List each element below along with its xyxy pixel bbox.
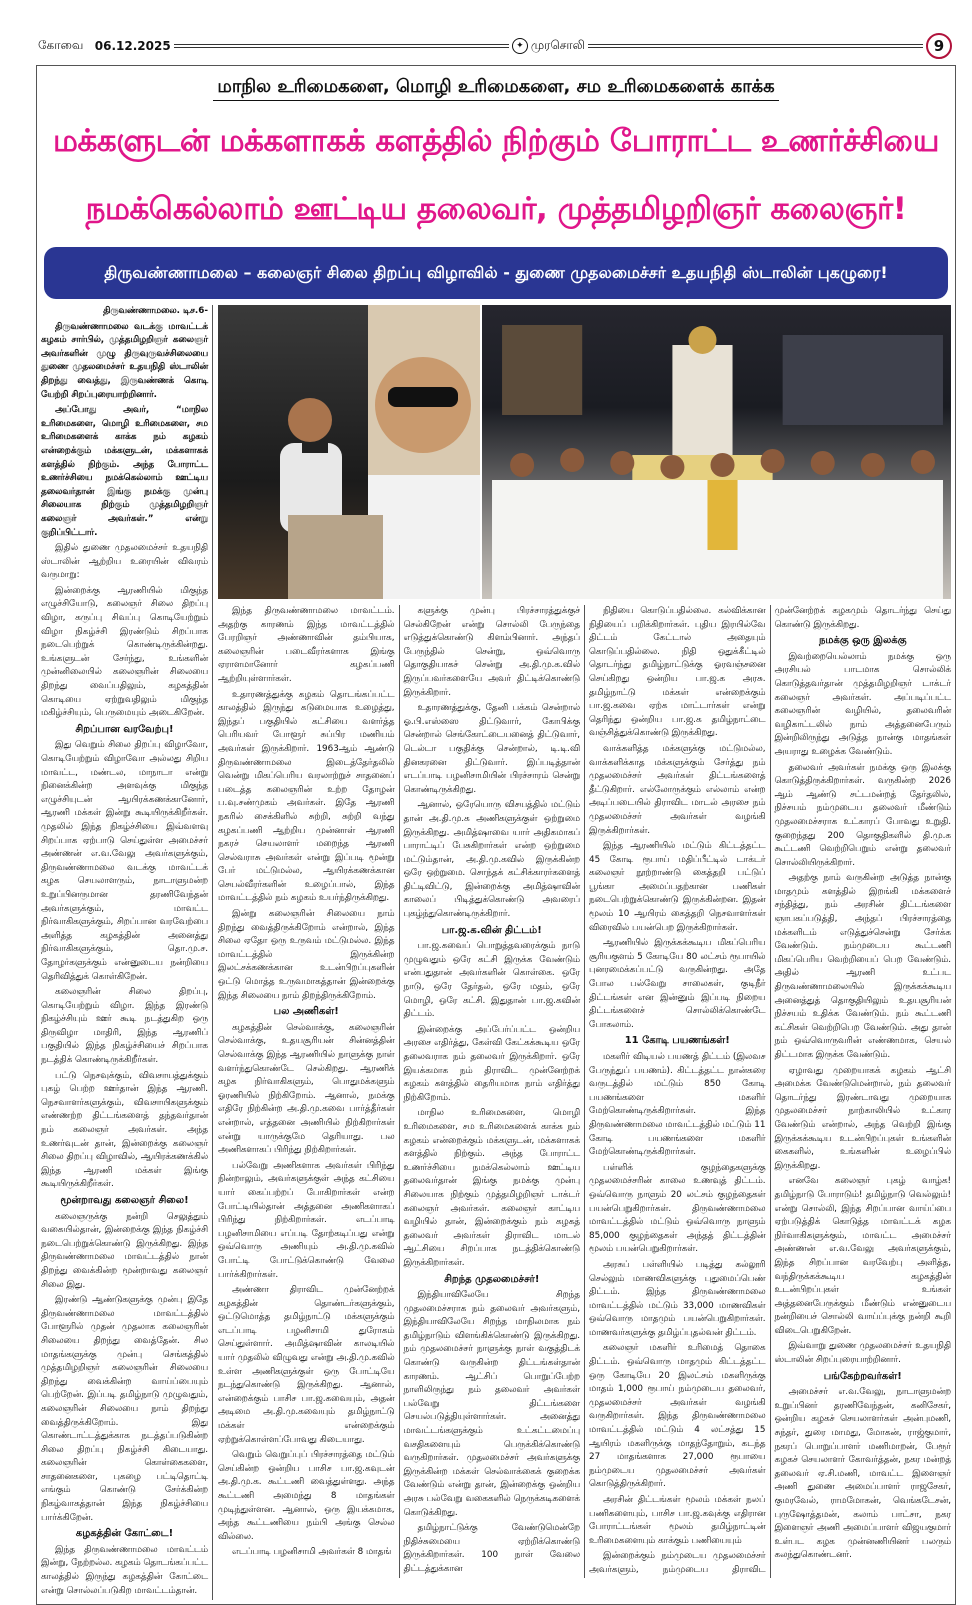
paragraph: தமிழ்நாட்டுக்கு வேண்டுமென்றே நிதிச்சுமையை ஏற்றிக்கொண்டு இருக்கிறார்கள். 100 நாள் வேலை திட்டத்துக்கான	[403, 1523, 580, 1574]
kicker: மாநில உரிமைகளை, மொழி உரிமைகளை, சம உரிமைகளைக் காக்க	[41, 72, 951, 107]
article-columns-2-5	[218, 605, 951, 1578]
paragraph: இந்த திருவண்ணாமலை மாவட்டம் இன்று, நேற்றல்ல. கழகம் தொடங்கப்பட்ட காலத்தில் இருந்து கழகத்தின் கோட்டை என்று சொல்லப்படுகிற மாவட்டம்தான்.	[41, 1544, 208, 1596]
paragraph: கழகத்தின் செல்வாக்கு, கலைஞரின் செல்வாக்கு, உதயசூரியன் சின்னத்தின் செல்வாக்கு இந்த ஆரணியில் நாளுக்கு நாள் வளர்ந்துகொண்டே செல்கிறது. ஆரணிக் கழக நிர்வாகிகளும், பொதுமக்களும் ஓரணியில் நிற்கிறோம். ஆனால், நமக்கு எதிரே நிற்கின்ற அ.தி.மு.கவை பார்த்தீர்கள் என்றால், எத்தனை அணியில் நிற்கிறார்கள் என்று யாருக்குமே தெரியாது. பல அணிகளாகப் பிரிந்து நிற்கிறார்கள்.	[218, 1022, 395, 1156]
paragraph: கலைஞருக்கு நன்றி செலுத்தும் வகையில்தான், இன்றைக்கு இந்த நிகழ்ச்சி நடைபெற்றுக்கொண்டு இருக்கிறது. இந்த திருவண்ணாமலை மாவட்டத்தில் நான் திறந்து வைக்கின்ற மூன்றாவது கலைஞர் சிலை இது.	[41, 1211, 208, 1290]
paragraph: இன்றைக்கு அப்பேர்ப்பட்ட ஒன்றிய அரசை எதிர்த்து, கேள்வி கேட்கக்கூடிய ஒரே தலைவராக நம் தலைவர் இருக்கிறார். ஒரே இயக்கமாக நம் திராவிட முன்னேற்றக் கழகம் களத்தில் தைரியமாக நாம் எதிர்த்து நிற்கிறோம்.	[403, 1024, 580, 1103]
paragraph: அரசுப் பள்ளியில் படித்து கல்லூரி செல்லும் மாணவிகளுக்கு புதுமைப்பெண் திட்டம். இந்த திருவண்ணாமலை மாவட்டத்தில் மட்டும் 33,000 மாணவிகள் ஒவ்வொரு மாதமும் பயன்பெறுகிறார்கள். மாணவர்களுக்கு தமிழ்ப்புதல்வன் திட்டம்.	[589, 1259, 766, 1338]
paragraph: இந்த ஆரணியில் மட்டும் கிட்டத்தட்ட 45 கோடி ரூபாய் மதிப்பீட்டில் டாக்டர் கலைஞர் நூற்றாண்டு கைத்தறி பட்டுப் பூங்கா அமைப்பதற்கான பணிகள் நடைபெற்றுக்கொண்டு இருக்கின்றன. இதன் மூலம் 10 ஆயிரம் கைத்தறி நெசவாளர்கள் விரைவில் பயன்பெற இருக்கிறார்கள்.	[589, 841, 766, 933]
paragraph: இன்றைக்கு ஆரணியில் மிகுந்த எழுச்சியோடு, கலைஞர் சிலை திறப்பு விழா, கருப்பு சிவப்பு கொடியேற்றும் விழா நிகழ்ச்சி இரண்டும் சிறப்பாக நடைபெற்றுக் கொண்டிருக்கின்றது. உங்களுடன் சேர்ந்து, உங்களின் முன்னிலையில் கலைஞரின் சிலையை திறந்து வைப்பதிலும், கழகத்தின் கொடியை ஏற்றுவதிலும் மிகுந்த மகிழ்ச்சியும், பெருமையும் அடைகிறேன்.	[41, 585, 208, 719]
paper-logo-icon: ✦	[512, 38, 528, 54]
paragraph: கலைஞர் மகளிர் உரிமைத் தொகை திட்டம். ஒவ்வொரு மாதமும் கிட்டத்தட்ட ஒரு கோடியே 20 இலட்சம் மகளிருக்கு மாதம் 1,000 ரூபாய் நம்முடைய தலைவர், முதலமைச்சர் அவர்கள் வழங்கி வருகிறார்கள். இந்த திருவண்ணாமலை மாவட்டத்தில் மட்டும் 4 லட்சத்து 15 ஆயிரம் மகளிருக்கு மாதந்தோறும், கடந்த 27 மாதங்களாக 27,000 ரூபாயை நம்முடைய முதலமைச்சர் அவர்கள் கொடுத்திருக்கிறார்.	[589, 1343, 766, 1490]
paragraph: இது வெறும் சிலை திறப்பு விழாவோ, கொடியேற்றும் விழாவோ அல்லது சிறிய மாவட்ட, மண்டல, மாநாடா என்று நினைக்கின்ற அளவுக்கு மிகுந்த எழுச்சியுடன் ஆயிரக்கணக்கானோர், ஆரணி மக்கள் இன்று கூடியிருக்கிறீர்கள். முதலில் இந்த நிகழ்ச்சியை இவ்வளவு சிறப்பாக ஏற்பாடு செய்துள்ள அமைச்சர் அண்ணன் எ.வ.வேலு அவர்களுக்கும், திருவண்ணாமலை வடக்கு மாவட்டக் கழக செயலாளரும், நாடாளுமன்ற உறுப்பினருமான தரணிவேந்தன் அவர்களுக்கும், மாவட்ட நிர்வாகிகளுக்கும், சிறப்பான வரவேற்பை அளித்த கழகத்தின் அனைத்து நிர்வாகிகளுக்கும், தொ.மு.ச. தோழர்களுக்கும் என்னுடைய நன்றியை தெரிவித்துக் கொள்கிறேன்.	[41, 740, 208, 982]
divider	[588, 44, 923, 48]
article-body	[41, 305, 951, 1600]
paragraph: மகளிர் விடியல் பயணத் திட்டம் (இலவச பேருந்துப் பயணம்). கிட்டத்தட்ட நான்கரை வருடத்தில் மட்டும் 850 கோடி பயணங்களை மகளிர் மேற்கொண்டிருக்கிறார்கள். இந்த திருவண்ணாமலை மாவட்டத்தில் மட்டும் 11 கோடி பயணங்களை மகளிர் மேற்கொண்டிருக்கிறார்கள்.	[589, 1052, 766, 1158]
date: 06.12.2025	[94, 39, 171, 53]
divider	[174, 44, 509, 48]
section-subheading: மூன்றாவது கலைஞர் சிலை!	[60, 1195, 189, 1206]
headline	[41, 107, 951, 243]
photo-speaker-at-podium	[218, 305, 480, 599]
section-subheading: கழகத்தின் கோட்டை!	[75, 1528, 174, 1540]
section-subheading: பா.ஜ.க.வின் திட்டம்!	[441, 924, 542, 936]
paragraph: அண்ணா திராவிட முன்னேற்றக் கழகத்தின் தொண்டர்களுக்கும், ஒட்டுமொத்த தமிழ்நாட்டு மக்களுக்கும் எடப்பாடி பழனிசாமி துரோகம் செய்துள்ளார். அமித்ஷாவின் காலடியில் யார் முதலில் விழுவது என்று அ.தி.மு.கவில் உள்ள அணிகளுக்குள் ஒரு போட்டியே நடந்துகொண்டு இருக்கிறது. ஆனால், என்றைக்கும் பாசிச பா.ஜ.கவையும், அதன் அடிமை அ.தி.மு.கவையும் தமிழ்நாட்டு மக்கள் என்றைக்கும் ஏற்றுக்கொள்ளப்போவது கிடையாது.	[218, 1285, 395, 1445]
paper-name: முரசொலி	[530, 38, 585, 52]
paragraph: பா.ஜ.கவைப் பொறுத்தவரைக்கும் நாடு முழுவதும் ஒரே கட்சி இருக்க வேண்டும் என்பதுதான் அவர்களின் கொள்கை. ஒரே நாடு, ஒரே தேர்தல், ஒரே மதம், ஒரே மொழி, ஒரே கட்சி. இதுதான் பா.ஜ.கவின் திட்டம்.	[403, 941, 580, 1020]
paragraph: பல்வேறு அணிகளாக அவர்கள் பிரிந்து நின்றாலும், அவர்களுக்குள் அந்த கட்சியை யார் கைப்பற்றப் போகிறார்கள் என்ற போட்டியில்தான் அத்தனை அணிகளாகப் பிரிந்து நிற்கிறார்கள். எடப்பாடி பழனிசாமியை எப்படி தோற்கடிப்பது என்று ஒவ்வொரு அணியும் அ.தி.மு.கவில் போட்டி போட்டுக்கொண்டு வேலை பார்க்கிறார்கள்.	[218, 1160, 395, 1280]
paragraph: அரசின் திட்டங்கள் மூலம் மக்கள் நலப் பணிகளையும், பாசிச பா.ஜ.கவுக்கு எதிரான போராட்டங்கள் மூலம் தமிழ்நாட்டின் உரிமைகளையும் காக்கும் பணியையும்	[589, 1495, 766, 1546]
paragraph: தலைவர் அவர்கள் நமக்கு ஒரு இலக்கு கொடுத்திருக்கிறார்கள். வருகின்ற 2026 ஆம் ஆண்டு சட்டமன்றத் தேர்தலில், நிச்சயம் நம்முடைய தலைவர் மீண்டும் முதலமைச்சராக உட்காரப் போவது உறுதி. குறைந்தது 200 தொகுதிகளில் தி.மு.க கூட்டணி வெற்றிபெறும் என்று தலைவர் சொல்லியிருக்கிறார்.	[774, 762, 951, 868]
paragraph: உதாரணத்துக்கு, தேனி பக்கம் சென்றால் ஓ.பி.எஸ்ஸை திட்டுவார், கோபிக்கு சென்றால் செங்கோட்டையனைத் திட்டுவார், டெல்டா பகுதிக்கு சென்றால், டி.டி.வி தினகரனை திட்டுவார். இப்படித்தான் எடப்பாடி பழனிசாமியின் பிரச்சாரம் சென்று கொண்டிருக்கிறது.	[403, 703, 580, 795]
subheadline-banner: திருவண்ணாமலை – கலைஞர் சிலை திறப்பு விழாவில் - துணை முதலமைச்சர் உதயநிதி ஸ்டாலின் புகழுரை!	[44, 247, 948, 299]
paragraph: பள்ளிக் குழந்தைகளுக்கு முதலமைச்சரின் காலை உணவுத் திட்டம். ஒவ்வொரு நாளும் 20 லட்சம் குழந்தைகள் பயன்பெறுகிறார்கள். திருவண்ணாமலை மாவட்டத்தில் மட்டும் ஒவ்வொரு நாளும் 85,000 குழந்தைகள் அந்தத் திட்டத்தின் மூலம் பயன்பெறுகிறார்கள்.	[589, 1162, 766, 1255]
paragraph: ஏழாவது முறையாகக் கழகம் ஆட்சி அமைக்க வேண்டுமென்றால், நம் தலைவர் தொடர்ந்து இரண்டாவது முறையாக முதலமைச்சர் நாற்காலியில் உட்கார வேண்டும் என்றால், அந்த வெற்றி இங்கு இருக்கக்கூடிய உடன்பிறப்புகள் உங்களின் கைகளில், உங்களின் உழைப்பில் இருக்கிறது.	[774, 1065, 951, 1171]
section-subheading: 11 கோடி பயணங்கள்!	[624, 1035, 730, 1047]
masthead	[38, 36, 952, 56]
paragraph: இவற்றையெல்லாம் நமக்கு ஒரு அரசியல் பாடமாக சொல்லிக் கொடுத்தவர்தான் முத்தமிழறிஞர் டாக்டர் கலைஞர் அவர்கள். அப்படிப்பட்ட கலைஞரின் வழியில், தலைவரின் வழிகாட்டலில் நாம் அத்தனைபேரும் இன்றிலிருந்து அடுத்த நான்கு மாதங்கள் அயராது உழைக்க வேண்டும்.	[774, 651, 951, 757]
paragraph: திருவண்ணாமலை வடக்கு மாவட்டக் கழகம் சார்பில், முத்தமிழறிஞர் கலைஞர் அவர்களின் முழு திருவுருவச்சிலையை துணை முதலமைச்சர் உதயநிதி ஸ்டாலின் திறந்து வைத்து, இருவண்ணக் கொடி யேற்றி சிறப்புரையாற்றினார்.	[41, 321, 208, 400]
paragraph: இன்று கலைஞரின் சிலையை நாம் திறந்து வைத்திருக்கிறோம் என்றால், இந்த சிலை ஏதோ ஒரு உருவம் மட்டுமல்ல. இந்த மாவட்டத்தில் இருக்கின்ற இலட்சக்கணக்கான உடன்பிறப்புகளின் ஒட்டு மொத்த உருவமாகத்தான் இன்றைக்கு இந்த சிலையை நாம் திறந்திருக்கிறோம்.	[218, 909, 395, 1001]
section-subheading: சிறப்பான வரவேற்பு!	[75, 723, 174, 735]
headline-line-2: நமக்கெல்லாம் ஊட்டிய தலைவர், முத்தமிழறிஞர் கலைஞர்!	[85, 191, 907, 227]
paragraph: மாநில உரிமைகளை, மொழி உரிமைகளை, சம உரிமைகளைக் காக்க நம் கழகம் என்றைக்கும் மக்களுடன், மக்களாகக் களத்தில் நிற்கும். அந்த போராட்ட உணர்ச்சியை நமக்கெல்லாம் ஊட்டிய தலைவர்தான் இங்கு நமக்கு முன்பு சிலையாக நிற்கும் முத்தமிழறிஞர் டாக்டர் கலைஞர் அவர்கள். கலைஞர் காட்டிய வழியில் தான், இன்றைக்கும் நம் கழகத் தலைவர் அவர்கள் திராவிட மாடல் ஆட்சியை சிறப்பாக நடத்திக்கொண்டு இருக்கிறார்கள்.	[403, 1108, 580, 1268]
page-number: 9	[926, 33, 952, 59]
paragraph: அமைச்சர் எ.வ.வேலு, நாடாளுமன்ற உறுப்பினர் தரணிவேந்தன், கனிசேகர், ஒன்றிய கழகச் செயலாளர்கள் அன்புமணி, சுந்தர், துரை மாமது, மோகன், ராஜ்குமார், நகரப் பொறுப்பாளர் மணிமாறன், பேரூர் கழகச் செயலாளர் கோவர்த்தன், நகர மன்றத் தலைவர் ஏ.சி.மணி, மாவட்ட இளைஞர் அணி துணை அமைப்பாளர் ராஜசேகர், குமரவேல், ராமமோகன், வெங்கடேசன், புருஷோத்தமன், கலாம் பாட்சா, நகர இளைஞர் அணி அமைப்பாளர் விஜயகுமார் உள்பட கழக முன்னணியினர் பலரும் கலந்துகொண்டனர்.	[774, 1387, 951, 1561]
paragraph: கலைஞரின் சிலை திறப்பு, கொடியேற்றும் விழா. இந்த இரண்டு நிகழ்ச்சியும் ஊர் கூடி நடத்துகிற ஒரு திருவிழா மாதிரி, இந்த ஆரணிப் பகுதியில் இந்த நிகழ்ச்சியைச் சிறப்பாக நடத்திக் கொண்டிருக்கிறீர்கள்.	[41, 987, 208, 1066]
paragraph: எனவே கலைஞர் புகழ் வாழ்க! தமிழ்நாடு போராடும்! தமிழ்நாடு வெல்லும்! என்று சொல்லி, இந்த சிறப்பான வாய்ப்பை ஏற்படுத்திக் கொடுத்த மாவட்டக் கழக நிர்வாகிகளுக்கும், மாவட்ட அமைச்சர் அண்ணன் எ.வ.வேலு அவர்களுக்கும், இந்த சிறப்பான வரவேற்பு அளித்த, வந்திருக்கக்கூடிய கழகத்தின் உடன்பிறப்புகள் உங்கள் அத்தனைபேருக்கும் மீண்டும் என்னுடைய நன்றியைச் சொல்லி வாய்ப்புக்கு நன்றி கூறி விடைபெறுகிறேன்.	[774, 1176, 951, 1336]
edition: கோவை	[38, 38, 84, 52]
paragraph: களுக்கு முன்பு பிரச்சாரத்துக்குச் செல்கிறேன் என்று சொல்லி பேருந்தை எடுத்துக்கொண்டு கிளம்பினார். அந்தப் பேருந்தில் சென்று, ஒவ்வொரு தொகுதியாகச் சென்று அ.தி.மு.க.வில் இருப்பவர்களையே அவர் திட்டிக்கொண்டு இருக்கிறார்.	[403, 606, 580, 698]
section-subheading: பங்கேற்றவர்கள்!	[823, 1370, 902, 1382]
section-subheading: நமக்கு ஒரு இலக்கு	[818, 635, 907, 647]
headline-line-1: மக்களுடன் மக்களாகக் களத்தில் நிற்கும் போராட்ட உணர்ச்சியை	[53, 123, 939, 159]
section-subheading: சிறந்த முதலமைச்சர்!	[444, 1273, 540, 1285]
dateline: திருவண்ணாமலை. டிச.6-	[103, 306, 208, 316]
paragraph: இந்தியாவிலேயே சிறந்த முதலமைச்சராக நம் தலைவர் அவர்களும், இந்தியாவிலேயே சிறந்த மாநிலமாக நம் தமிழ்நாடும் விளங்கிக்கொண்டு இருக்கிறது. நம் முதலமைச்சர் நாளுக்கு நாள் வகுத்திடக் கொண்டு வருகின்ற திட்டங்கள்தான் காரணம். ஆட்சிப் பொறுப்பேற்ற நாளிலிருந்து நம் தலைவர் அவர்கள் பல்வேறு திட்டங்களை செயல்படுத்தியுள்ளார்கள். அனைத்து மாவட்டங்களுக்கும் உட்கட்டமைப்பு வசதிகளையும் பெருக்கிக்கொண்டு வருகிறார்கள். முதலமைச்சர் அவர்களுக்கு இருக்கின்ற மக்கள் செல்வாக்கைக் குறைக்க வேண்டும் என்று தான், இன்றைக்கு ஒன்றிய அரசு பல்வேறு வகைகளில் நெருக்கடிகளைக் கொடுக்கிறது.	[403, 1290, 580, 1518]
section-subheading: பல அணிகள்!	[273, 1006, 339, 1018]
photo-strip	[218, 305, 951, 599]
paragraph: எடப்பாடி பழனிசாமி அவர்கள் 8 மாதங்	[232, 1547, 392, 1558]
paragraph: நிதியை கொடுப்பதில்லை. கல்விக்கான நிதியைப் பறிக்கிறார்கள். புதிய இரயில்வே திட்டம் கேட்டால் அதையும் கொடுப்பதில்லை. நிதி ஒதுக்கீட்டில் தொடர்ந்து தமிழ்நாட்டுக்கு ஓரவஞ்சனை செய்கிறது ஒன்றிய பா.ஜ.க அரசு. தமிழ்நாட்டு மக்கள் என்றைக்கும் பா.ஜ.கவை ஏற்க மாட்டார்கள் என்று தெரிந்து ஒன்றிய பா.ஜ.க தமிழ்நாட்டை வஞ்சித்துக்கொண்டு இருக்கிறது.	[589, 606, 766, 739]
paragraph: ஆனால், ஒரேயொரு விசயத்தில் மட்டும் தான் அ.தி.மு.க அணிகளுக்குள் ஒற்றுமை இருக்கிறது. அமித்ஷாவை யார் அதிகமாகப் பாராட்டிப் பேசுகிறார்கள் என்ற ஒற்றுமை மட்டும்தான், அ.தி.மு.கவில் இருக்கின்ற ஒரே ஒற்றுமை. சொந்தக் கட்சிக்காரர்களைத் திட்டிவிட்டு, இன்றைக்கு அமித்ஷாவின் காலைப் பிடித்துக்கொண்டு அவரைப் புகழ்ந்துகொண்டிருக்கிறார்.	[403, 800, 580, 920]
paragraph: இன்றைக்கும் நம்முடைய முதலமைச்சர் அவர்களும், நம்முடைய திராவிட முன்னேற்றக் கழகமும் தொடர்ந்து செய்து கொண்டு இருக்கிறது.	[589, 606, 951, 1575]
paragraph: பட்டு நெசவுக்கும், விவசாயத்துக்கும் புகழ் பெற்ற ஊர்தான் இந்த ஆரணி. நெசவாளர்களுக்கும், விவசாயிகளுக்கும் எண்ணற்ற திட்டங்களைத் தந்தவர்தான் நம் கலைஞர் அவர்கள். அந்த உணர்வுடன் தான், இன்றைக்கு கலைஞர் சிலை திறப்பு விழாவில், ஆயிரக்கணக்கில் இந்த ஆரணி மக்கள் இங்கு கூடியிருக்கிறீர்கள்.	[41, 1070, 208, 1190]
paragraph: ஆரணியில் இருக்கக்கூடிய மிகப்பெரிய சூரியகுளம் 5 கோடியே 80 லட்சம் ரூபாயில் புனரமைக்கப்பட்டு வருகின்றது. அதே போல பல்வேறு சாலைகள், குடிநீர் திட்டங்கள் என இன்னும் இப்படி நிறைய திட்டங்களைச் சொல்லிக்கொண்டே போகலாம்.	[589, 938, 766, 1030]
paragraph: அப்போது அவர், “மாநில உரிமைகளை, மொழி உரிமைகளை, சம உரிமைகளைக் காக்க நம் கழகம் என்றைக்கும் மக்களுடன், மக்களாகக் களத்தில் நிற்கும். அந்த போராட்ட உணர்ச்சியை நமக்கெல்லாம் ஊட்டிய தலைவர்தான் இங்கு நமக்கு முன்பு சிலையாக நிற்கும் முத்தமிழறிஞர் கலைஞர் அவர்கள்.” என்று குறிப்பிட்டார்.	[41, 405, 208, 538]
article-right-area	[218, 305, 951, 1600]
article-frame	[36, 65, 956, 1605]
article-column-1	[41, 305, 213, 1600]
paragraph: வெறும் வெறுப்புப் பிரச்சாரத்தை மட்டும் செய்கின்ற ஒன்றிய பாசிச பா.ஜ.கவுடன் அ.தி.மு.க. கூட்டணி வைத்துள்ளது. அந்த கூட்டணி அமைந்து 8 மாதங்கள் முடிந்துள்ளன. ஆனால், ஒரு இயக்கமாக, அந்த கூட்டணியை நம்பி அங்கு செல்ல வில்லை.	[218, 1450, 395, 1542]
paragraph: இந்த திருவண்ணாமலை மாவட்டம். அதற்கு காரணம் இந்த மாவட்டத்தில் பேரறிஞர் அண்ணாவின் தம்பியாக, கலைஞரின் படைவீரர்களாக இங்கு ஏராளமானோர் கழகப்பணி ஆற்றியுள்ளார்கள்.	[218, 606, 395, 684]
paragraph: இரண்டு ஆண்டுகளுக்கு முன்பு இதே திருவண்ணாமலை மாவட்டத்தில் போளூரில் முதன் முதலாக கலைஞரின் சிலையை திறந்து வைத்தேன். சில மாதங்களுக்கு முன்பு செங்கத்தில் முத்தமிழறிஞர் கலைஞரின் சிலையை திறந்து வைக்கின்ற வாய்ப்பையும் பெற்றேன். இப்படி தமிழ்நாடு முழுவதும், கலைஞரின் சிலையை நாம் திறந்து வைத்திருக்கிறோம். இது கொண்டாட்டத்துக்காக நடத்தப்படுகின்ற சிலை திறப்பு நிகழ்ச்சி கிடையாது. கலைஞரின் கொள்கைகளை, சாதனைகளை, புகழை பட்டிதொட்டி எங்கும் கொண்டு சேர்க்கின்ற நிகழ்வாகத்தான் இந்த நிகழ்ச்சியை பார்க்கிறேன்.	[41, 1295, 208, 1523]
paragraph: வாக்களித்த மக்களுக்கு மட்டுமல்ல, வாக்களிக்காத மக்களுக்கும் சேர்த்து நம் முதலமைச்சர் அவர்கள் திட்டங்களைத் தீட்டுகிறார். எல்லோருக்கும் எல்லாம் என்ற அடிப்படையில் திராவிட மாடல் அரசை நம் முதலமைச்சர் அவர்கள் வழங்கி இருக்கிறார்கள்.	[589, 743, 766, 836]
paragraph: உதாரணத்துக்கு கழகம் தொடங்கப்பட்ட காலத்தில் இருந்து கடுமையாக உழைத்து, இந்தப் பகுதியில் கட்சியை வளர்த்த பெரியவர் போளூர் சுப்பிர மணியம் அவர்கள் இருக்கிறார். 1963ஆம் ஆண்டு திருவண்ணாமலை இடைத்தேர்தலில் வென்று மிகப்பெரிய வரலாற்றுச் சாதனைப் படைத்த கலைஞரின் உற்ற தோழன் ப.வு.சண்முகம் அவர்கள். இதே ஆரணி நகரில் சைக்கிளில் சுற்றி, சுற்றி வந்து கழகப்பணி ஆற்றிய முன்னாள் ஆரணி நகரச் செயலாளர் மறைந்த ஆரணி செல்வராசு அவர்கள் என்று இப்படி மூன்று பேர் மட்டுமல்ல, ஆயிரக்கணக்கான செயல்வீரர்களின் உழைப்பால், இந்த மாவட்டத்தில் நம் கழகம் உயர்ந்திருக்கிறது.	[218, 689, 395, 904]
paragraph: இதில் துணை முதலமைச்சர் உதயநிதி ஸ்டாலின் ஆற்றிய உரையின் விவரம் வருமாறு:	[41, 543, 208, 581]
photo-statue-unveiling-group	[482, 305, 951, 599]
paragraph: இவ்வாறு துணை முதலமைச்சர் உதயநிதி ஸ்டாலின் சிறப்புரையாற்றினார்.	[774, 1341, 951, 1366]
paragraph: அதற்கு நாம் வருகின்ற அடுத்த நான்கு மாதமும் களத்தில் இறங்கி மக்களைச் சந்தித்து, நம் அரசின் திட்டங்களை ஞாபகப்படுத்தி, அந்தப் பிரச்சாரத்தை மக்களிடம் எடுத்துச்சென்று சேர்க்க வேண்டும். நம்முடைய கூட்டணி மிகப்பெரிய வெற்றியைப் பெற வேண்டும். அதில் ஆரணி உட்பட திருவண்ணாமலையில் இருக்கக்கூடிய அனைத்துத் தொகுதியிலும் உதயசூரியன் நிச்சயம் உதிக்க வேண்டும். நம் கூட்டணி கட்சிகள் வெற்றிபெற வேண்டும். அது தான் நம் ஒவ்வொருவரின் எண்ணமாக, செயல் திட்டமாக இருக்க வேண்டும்.	[774, 873, 951, 1060]
